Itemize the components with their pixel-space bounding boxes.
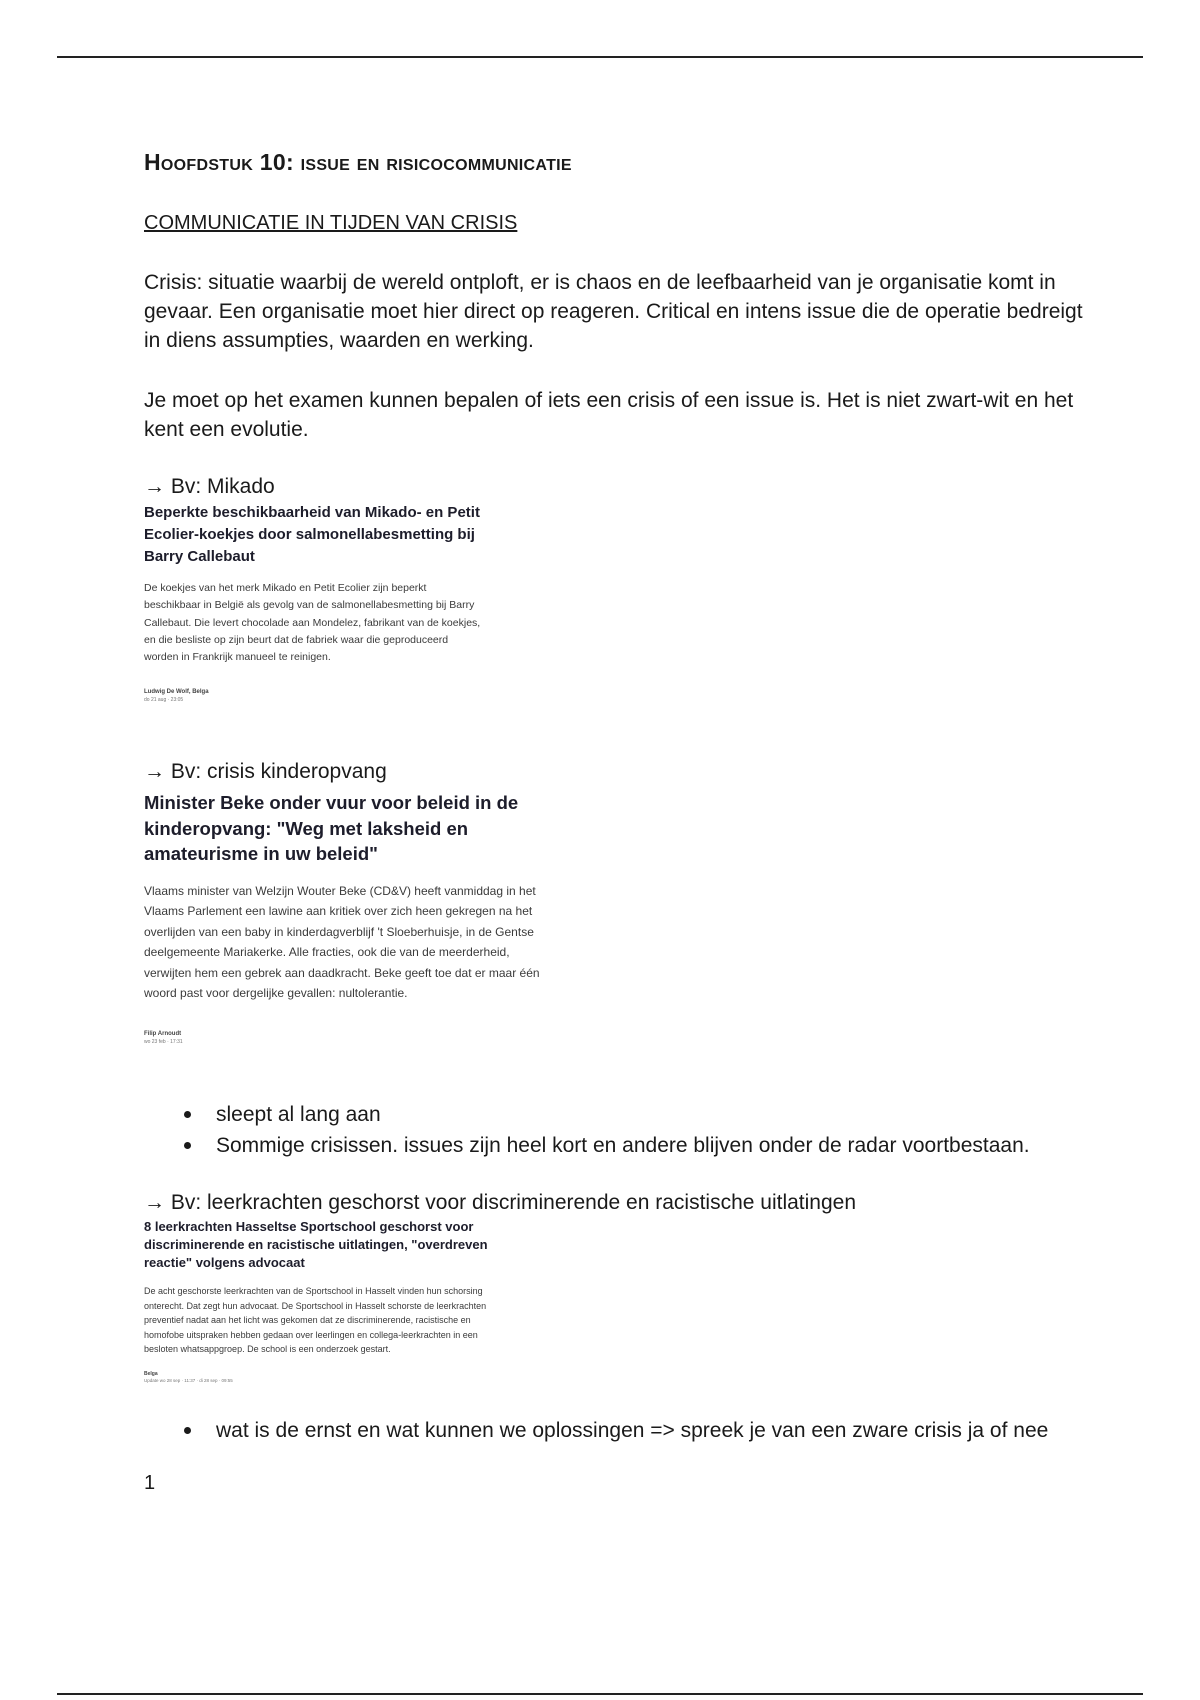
example-label-kinderopvang: → Bv: crisis kinderopvang (144, 760, 387, 783)
clipping-date: Update wo 28 sep · 11:37 · di 28 sep · 09:55 (144, 1377, 233, 1383)
chapter-title: Hoofdstuk 10: issue en risicocommunicatie (144, 149, 572, 175)
clipping-headline: Beperkte beschikbaarheid van Mikado- en Petit Ecolier-koekjes door salmonellabesmetting bij Barry Callebaut (144, 504, 480, 565)
example-label-leerkrachten: → Bv: leerkrachten geschorst voor discriminerende en racistische uitlatingen (144, 1191, 857, 1214)
clipping-date: wo 23 feb · 17:31 (144, 1038, 183, 1045)
clipping-body: De acht geschorste leerkrachten van de Sportschool in Hasselt vinden hun schorsing onterecht. Dat zegt hun advocaat. De Sportschool in Hasselt schorste de leerkrachten preventief nadat aan het licht was gekomen dat ze discriminerende, racistische en homofobe uitspraken hebben gedaan over leerlingen en collega-leerkrachten in een besloten whatsappgroep. De school is een onderzoek gestart. (144, 1286, 487, 1355)
clipping-byline: Ludwig De Wolf, Belga (144, 689, 209, 696)
exam-note-paragraph: Je moet op het examen kunnen bepalen of iets een crisis of een issue is. Het is niet zwart-wit en het kent een evolutie. (144, 389, 1074, 441)
news-clipping-leerkrachten (144, 1218, 504, 1384)
clipping-byline: Filip Arnoudt (144, 1030, 182, 1037)
bullet-list-leerkrachten (144, 1415, 1048, 1446)
example-label-mikado: → Bv: Mikado (144, 475, 275, 498)
footer-rule (57, 1693, 1143, 1695)
list-item: sleept al lang aan (144, 1099, 1030, 1130)
clipping-byline: Belga (144, 1370, 158, 1377)
clipping-date: do 21 aug · 23:05 (144, 697, 184, 704)
clipping-body: De koekjes van het merk Mikado en Petit Ecolier zijn beperkt beschikbaar in België als gevolg van de salmonellabesmetting bij Barry Callebaut. Die levert chocolade aan Mondelez, fabrikant van de koekjes, en die besliste op zijn beurt dat de fabriek waar die geproduceerd worden in Frankrijk manueel te reinigen. (144, 582, 481, 664)
list-item: wat is de ernst en wat kunnen we oplossingen => spreek je van een zware crisis ja of nee (144, 1415, 1048, 1446)
header-rule (57, 56, 1143, 58)
list-item: Sommige crisissen. issues zijn heel kort en andere blijven onder de radar voortbestaan. (144, 1130, 1030, 1161)
crisis-definition-paragraph: Crisis: situatie waarbij de wereld ontploft, er is chaos en de leefbaarheid van je organisatie komt in gevaar. Een organisatie moet hier direct op reageren. Critical en intens issue die de operatie bedreigt in diens assumpties, waarden en werking. (144, 271, 1083, 352)
news-clipping-mikado (144, 502, 484, 704)
clipping-body: Vlaams minister van Welzijn Wouter Beke (CD&V) heeft vanmiddag in het Vlaams Parlement een lawine aan kritiek over zich heen gekregen na het overlijden van een baby in kinderdagverblijf 't Sloeberhuisje, in de Gentse deelgemeente Mariakerke. Alle fracties, ook die van de meerderheid, verwijten hem een gebrek aan daadkracht. Beke geeft toe dat er maar één woord past voor dergelijke gevallen: nultolerantie. (144, 883, 540, 1000)
bullet-list-kinderopvang (144, 1099, 1030, 1161)
clipping-headline: 8 leerkrachten Hasseltse Sportschool geschorst voor discriminerende en racistische uitlatingen, "overdreven reactie" volgens advocaat (144, 1219, 488, 1270)
page-number: 1 (144, 1472, 156, 1494)
news-clipping-kinderopvang (144, 790, 544, 1046)
clipping-headline: Minister Beke onder vuur voor beleid in de kinderopvang: "Weg met laksheid en amateurisme in uw beleid" (144, 792, 519, 864)
section-title: COMMUNICATIE IN TIJDEN VAN CRISIS (144, 212, 518, 234)
